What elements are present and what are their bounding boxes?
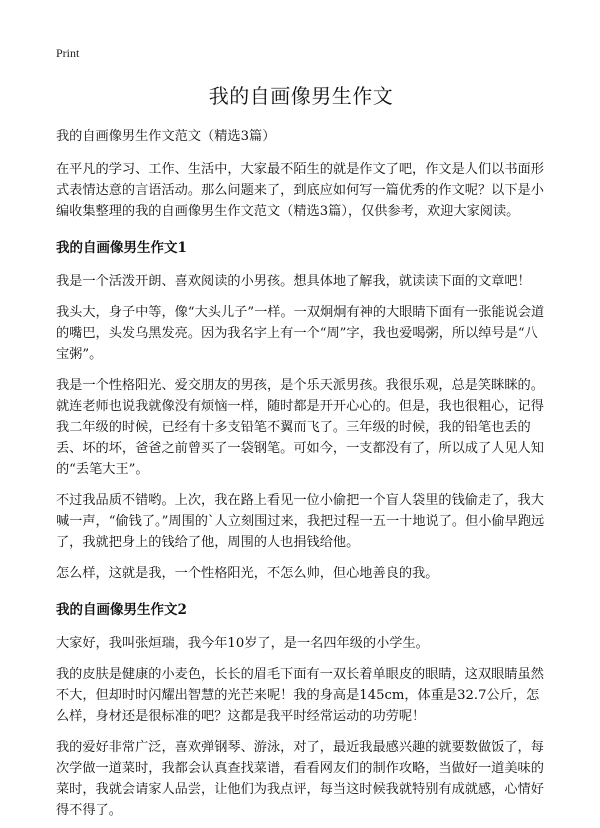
intro-paragraph: 在平凡的学习、工作、生活中，大家最不陌生的就是作文了吧，作文是人们以书面形式表情达意的言语活动。那么问题来了，到底应如何写一篇优秀的作文呢？以下是小编收集整理的我的自画像男生作文范文（精选3篇），仅供参考，欢迎大家阅读。 — [56, 162, 544, 219]
paragraph: 不过我品质不错哟。上次，我在路上看见一位小偷把一个盲人袋里的钱偷走了，我大喊一声，“偷钱了。”周围的`人立刻围过来，我把过程一五一十地说了。但小偷早跑远了，我就把身上的钱给了他，周围的人也捐钱给他。 — [56, 493, 545, 550]
paragraph: 我的皮肤是健康的小麦色，长长的眉毛下面有一双长着单眼皮的眼睛，这双眼睛虽然不大，但却时时闪耀出智慧的光芒来呢！我的身高是145cm，体重是32.7公斤，怎么样，身材还是很标准的吧？这都是我平时经常运动的功劳呢！ — [56, 667, 544, 724]
document-subtitle: 我的自画像男生作文范文（精选3篇） — [56, 129, 276, 144]
paragraph: 大家好，我叫张烜瑞，我今年10岁了，是一名四年级的小学生。 — [56, 636, 429, 651]
essay-section-2 — [56, 600, 546, 821]
document-title: 我的自画像男生作文 — [208, 84, 394, 108]
section-heading: 我的自画像男生作文1 — [56, 240, 187, 256]
paragraph: 我是一个活泼开朗、喜欢阅读的小男孩。想具体地了解我，就读读下面的文章吧！ — [56, 274, 531, 289]
paragraph: 我头大，身子中等，像“大头儿子”一样。一双炯炯有神的大眼睛下面有一张能说会道的嘴巴，头发乌黑发亮。因为我名字上有一个“周”字，我也爱喝粥，所以绰号是“八宝粥”。 — [56, 305, 545, 362]
essay-section-1 — [56, 238, 546, 584]
paragraph: 怎么样，这就是我，一个性格阳光，不怎么帅，但心地善良的我。 — [56, 566, 439, 581]
print-link[interactable]: Print — [56, 46, 80, 60]
paragraph: 我是一个性格阳光、爱交朋友的男孩，是个乐天派男孩。我很乐观，总是笑眯眯的。就连老师也说我就像没有烦恼一样，随时都是开开心心的。但是，我也很粗心，记得我二年级的时候，已经有十多支铅笔不翼而飞了。三年级的时候，我的铅笔也丢的丢、坏的坏，爸爸之前曾买了一袋钢笔。可如今，一支都没有了，所以成了人见人知的“丢笔大王”。 — [56, 378, 544, 477]
paragraph: 我的爱好非常广泛，喜欢弹钢琴、游泳，对了，最近我最感兴趣的就要数做饭了，每次学做一道菜时，我都会认真查找菜谱，看看网友们的制作攻略，当做好一道美味的菜时，我就会请家人品尝，让他们为我点评，每当这时候我就特别有成就感，心情好得不得了。 — [56, 740, 544, 818]
section-heading: 我的自画像男生作文2 — [56, 602, 187, 618]
